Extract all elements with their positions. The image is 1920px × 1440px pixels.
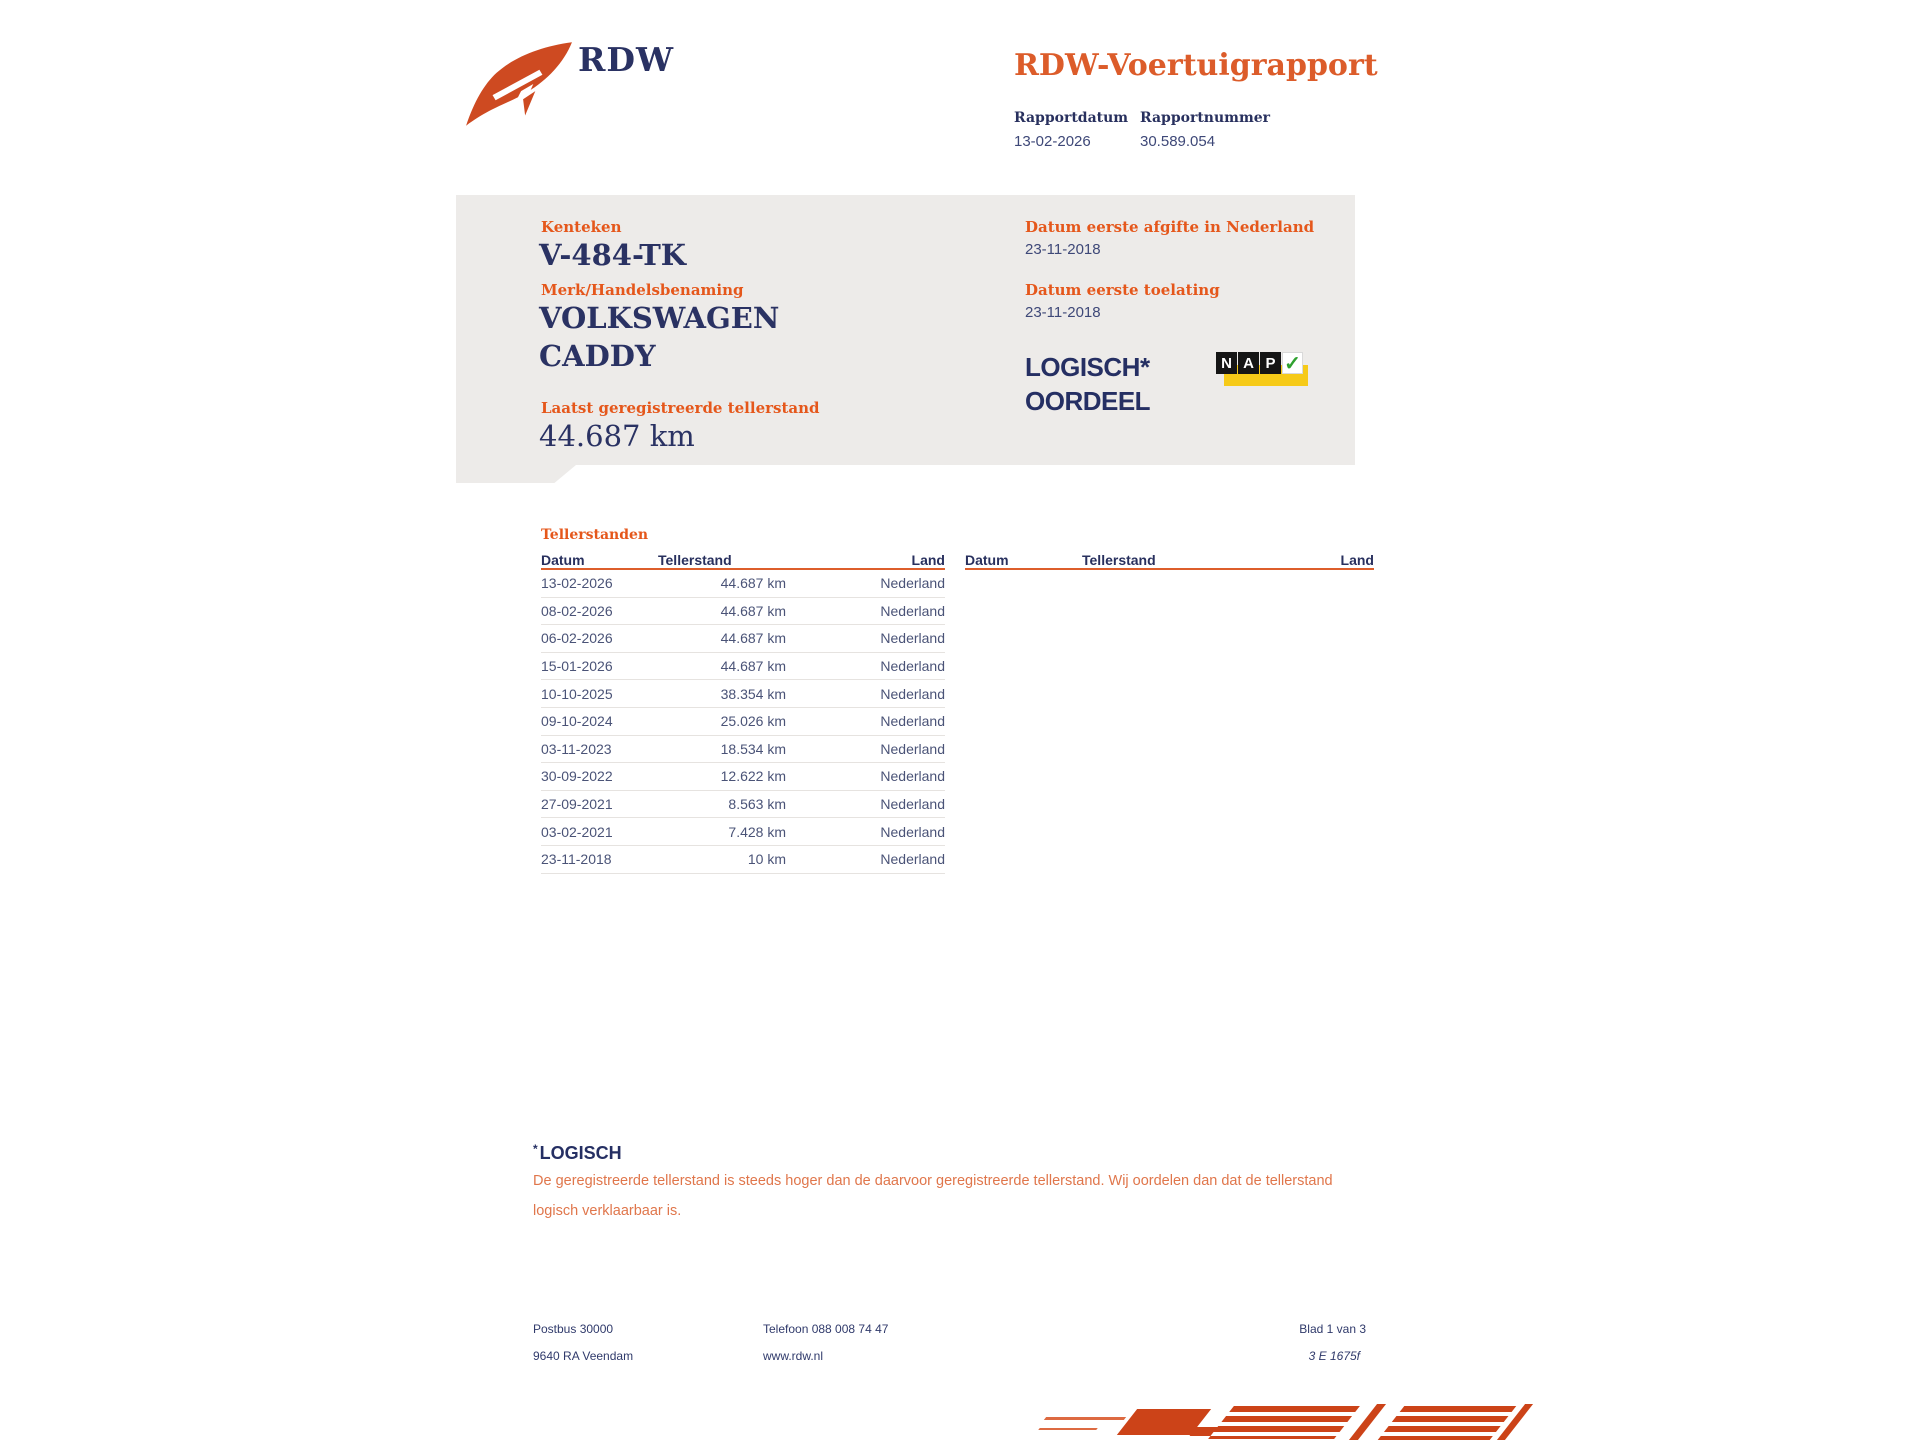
- table-cell: 25.026 km: [720, 713, 786, 730]
- table-row: [541, 653, 945, 681]
- table-header-row: [965, 548, 1374, 570]
- table-cell: Nederland: [880, 768, 945, 785]
- table-row: [541, 791, 945, 819]
- table-cell: Nederland: [880, 823, 945, 840]
- column-header-land: Land: [911, 552, 945, 568]
- table-cell: 44.687 km: [720, 658, 786, 675]
- footer-page-number: Blad 1 van 3: [1299, 1322, 1366, 1336]
- table-cell: Nederland: [880, 796, 945, 813]
- footer-doc-code: 3 E 1675f: [1308, 1349, 1360, 1363]
- footer-phone: Telefoon 088 008 74 47: [763, 1322, 889, 1336]
- nap-letter-tile: A: [1238, 352, 1259, 374]
- table-row: [541, 680, 945, 708]
- kenteken-value: V-484-TK: [539, 238, 686, 272]
- table-cell: 03-11-2023: [541, 740, 612, 757]
- report-number-label: Rapportnummer: [1140, 110, 1271, 126]
- footer-address-line2: 9640 RA Veendam: [533, 1349, 634, 1363]
- nap-letter-tile: N: [1216, 352, 1237, 374]
- eerste-afgifte-value: 23-11-2018: [1025, 241, 1101, 258]
- table-cell: 10 km: [747, 851, 786, 868]
- flag-striped-block: [1378, 1406, 1517, 1440]
- footnote-title: [533, 1142, 622, 1164]
- table-cell: Nederland: [880, 602, 945, 619]
- footnote-asterisk: *: [533, 1142, 538, 1156]
- table-cell: Nederland: [880, 740, 945, 757]
- tellerstanden-table-right: [965, 548, 1374, 570]
- footer-website: www.rdw.nl: [763, 1349, 824, 1363]
- rdw-logo-feather-icon: [462, 40, 574, 132]
- table-cell: Nederland: [880, 851, 945, 868]
- column-header-tellerstand: Tellerstand: [1082, 552, 1156, 568]
- table-cell: 44.687 km: [720, 630, 786, 647]
- eerste-toelating-value: 23-11-2018: [1025, 304, 1101, 321]
- table-cell: 44.687 km: [720, 602, 786, 619]
- table-row: [541, 598, 945, 626]
- laatste-tellerstand-label: Laatst geregistreerde tellerstand: [541, 399, 820, 417]
- flag-striped-block: [1208, 1406, 1360, 1439]
- tellerstanden-table-left: [541, 548, 945, 874]
- table-cell: 06-02-2026: [541, 630, 613, 647]
- table-row: [541, 763, 945, 791]
- table-cell: 44.687 km: [720, 575, 786, 592]
- table-cell: Nederland: [880, 658, 945, 675]
- table-cell: 23-11-2018: [541, 851, 612, 868]
- table-cell: 10-10-2025: [541, 685, 613, 702]
- eerste-toelating-label: Datum eerste toelating: [1025, 281, 1220, 299]
- table-row: [541, 818, 945, 846]
- table-cell: 03-02-2021: [541, 823, 613, 840]
- nap-checkmark-icon: ✓: [1282, 352, 1303, 374]
- table-cell: 09-10-2024: [541, 713, 613, 730]
- footnote-text: De geregistreerde tellerstand is steeds hoger dan de daarvoor geregistreerde tellerstand. Wij oordelen dan dat de tellerstand logisch verklaarbaar is.: [533, 1173, 1333, 1219]
- vehicle-summary-box-tab: [456, 465, 576, 483]
- table-row: [541, 708, 945, 736]
- table-cell: 13-02-2026: [541, 575, 613, 592]
- table-row: [541, 736, 945, 764]
- report-title: RDW-Voertuigrapport: [1014, 48, 1378, 83]
- table-row: [541, 570, 945, 598]
- table-row: [541, 625, 945, 653]
- report-number-value: 30.589.054: [1140, 133, 1216, 150]
- column-header-datum: Datum: [541, 552, 585, 568]
- nap-logo-tiles: [1216, 352, 1303, 374]
- oordeel-line1: LOGISCH*: [1025, 352, 1150, 382]
- footer-address-line1: Postbus 30000: [533, 1322, 614, 1336]
- laatste-tellerstand-value: 44.687 km: [539, 419, 695, 453]
- tellerstanden-section-title: Tellerstanden: [541, 527, 649, 543]
- nap-logo: [1216, 352, 1310, 388]
- column-header-tellerstand: Tellerstand: [658, 552, 732, 568]
- column-header-land: Land: [1340, 552, 1374, 568]
- table-cell: Nederland: [880, 575, 945, 592]
- table-cell: 7.428 km: [728, 823, 786, 840]
- table-cell: Nederland: [880, 713, 945, 730]
- table-cell: Nederland: [880, 630, 945, 647]
- merk-value-line1: VOLKSWAGEN: [539, 301, 780, 335]
- kenteken-label: Kenteken: [541, 218, 622, 236]
- eerste-afgifte-label: Datum eerste afgifte in Nederland: [1025, 218, 1315, 236]
- flag-thin-line: [1044, 1417, 1126, 1420]
- report-date-value: 13-02-2026: [1014, 133, 1091, 150]
- oordeel-line2: OORDEEL: [1025, 386, 1151, 416]
- table-cell: 38.354 km: [720, 685, 786, 702]
- rdw-flag-graphic: [1045, 1404, 1490, 1440]
- rdw-logo-text: RDW: [578, 40, 675, 79]
- merk-label: Merk/Handelsbenaming: [541, 281, 744, 299]
- nap-letter-tile: P: [1260, 352, 1281, 374]
- table-cell: 27-09-2021: [541, 796, 613, 813]
- table-cell: 12.622 km: [720, 768, 786, 785]
- table-row: [541, 846, 945, 874]
- merk-value-line2: CADDY: [539, 339, 656, 373]
- tellerstand-table-body: [541, 570, 945, 874]
- table-cell: 08-02-2026: [541, 602, 613, 619]
- footnote-title-text: LOGISCH: [539, 1143, 622, 1163]
- table-cell: 15-01-2026: [541, 658, 613, 675]
- table-cell: 8.563 km: [728, 796, 786, 813]
- report-date-label: Rapportdatum: [1014, 110, 1129, 126]
- table-cell: 18.534 km: [720, 740, 786, 757]
- table-cell: 30-09-2022: [541, 768, 613, 785]
- flag-thin-line: [1038, 1428, 1098, 1430]
- table-header-row: [541, 548, 945, 570]
- table-cell: Nederland: [880, 685, 945, 702]
- column-header-datum: Datum: [965, 552, 1009, 568]
